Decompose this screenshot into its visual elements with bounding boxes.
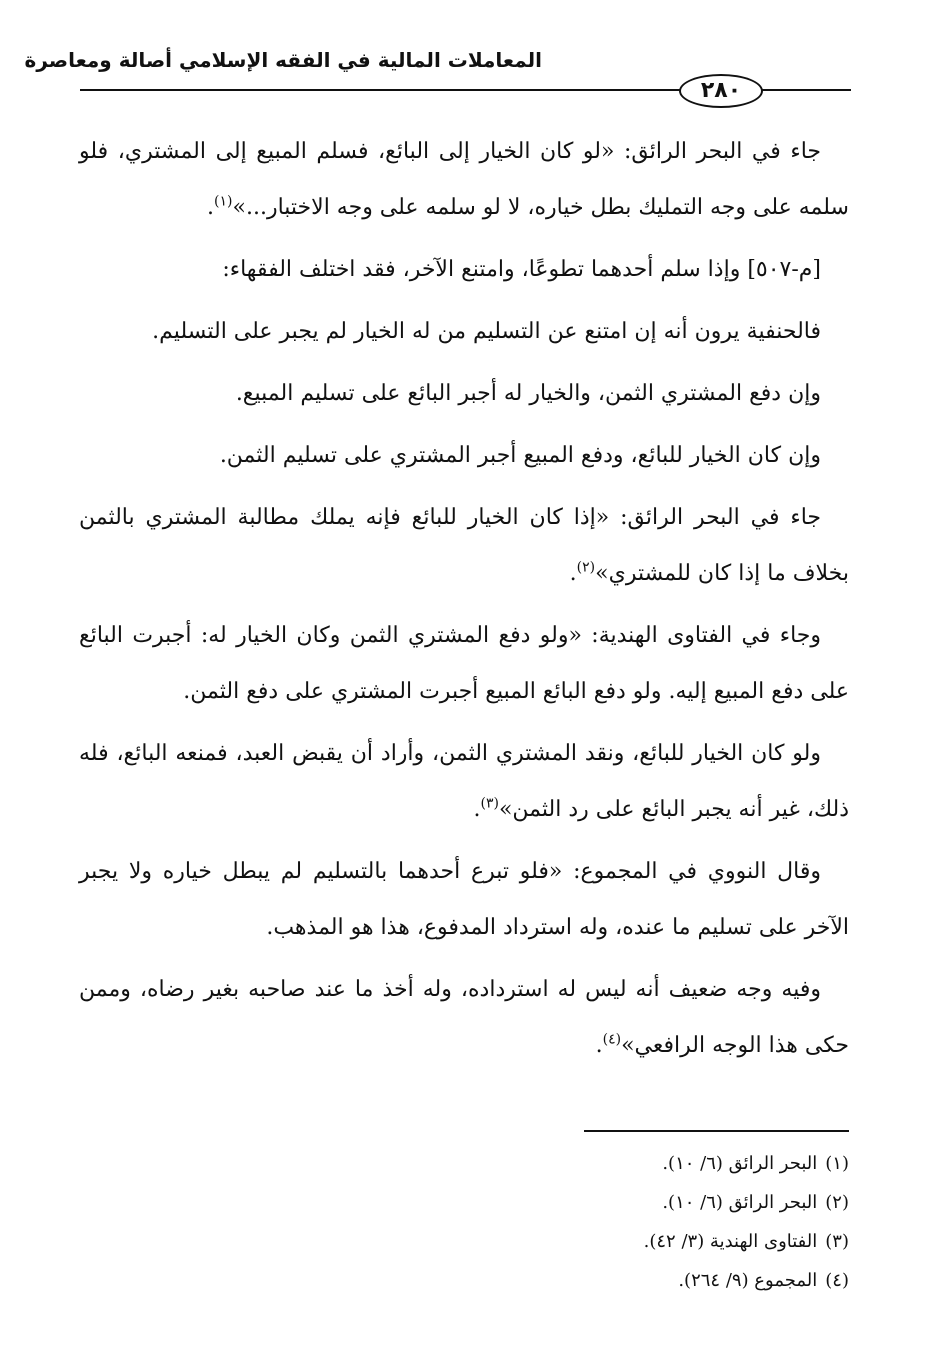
- footnote-ref: (١): [214, 193, 233, 210]
- footnote-ref: (٣): [480, 795, 499, 812]
- paragraph: جاء في البحر الرائق: «إذا كان الخيار للبائع فإنه يملك مطالبة المشتري بالثمن بخلاف ما إذا كان للمشتري»$^{(٢)}$.: [79, 505, 849, 586]
- paragraph: [م-٥٠٧] وإذا سلم أحدهما تطوعًا، وامتنع الآخر، فقد اختلف الفقهاء:: [222, 257, 821, 282]
- footnote: [79, 1183, 849, 1222]
- footnotes: [79, 1144, 849, 1300]
- paragraph: فالحنفية يرون أنه إن امتنع عن التسليم من له الخيار لم يجبر على التسليم.: [152, 319, 821, 344]
- footnote-number: (١): [825, 1153, 849, 1174]
- page-number: ٢٨٠: [679, 74, 763, 108]
- footnote: [79, 1144, 849, 1183]
- footnote-ref: (٤): [602, 1031, 622, 1048]
- footnote-rule: [584, 1130, 849, 1132]
- paragraph: وفيه وجه ضعيف أنه ليس له استرداده، وله أخذ ما عند صاحبه بغير رضاه، وممن حكى هذا الوجه الرافعي»$^{(٤)}$.: [79, 977, 849, 1058]
- footnote-text: البحر الرائق (٦/ ١٠).: [662, 1192, 818, 1213]
- footnote-number: (٤): [825, 1270, 849, 1291]
- paragraph: وقال النووي في المجموع: «فلو تبرع أحدهما بالتسليم لم يبطل خياره ولا يجبر الآخر على تسليم ما عنده، وله استرداد المدفوع، هذا هو المذهب.: [79, 859, 849, 940]
- paragraph: وجاء في الفتاوى الهندية: «ولو دفع المشتري الثمن وكان الخيار له: أجبرت البائع على دفع المبيع إليه. ولو دفع البائع المبيع أجبرت المشتري على دفع الثمن.: [79, 623, 849, 704]
- footnote-number: (٣): [825, 1231, 849, 1252]
- paragraph: وإن كان الخيار للبائع، ودفع المبيع أجبر المشتري على تسليم الثمن.: [219, 443, 821, 468]
- footnote-text: المجموع (٩/ ٢٦٤).: [678, 1270, 818, 1291]
- footnote: [79, 1222, 849, 1261]
- paragraph: جاء في البحر الرائق: «لو كان الخيار إلى البائع، فسلم المبيع إلى المشتري، فلو سلمه على وجه التمليك بطل خياره، لا لو سلمه على وجه الاختبار...»$^{(١)}$.: [79, 139, 849, 220]
- body-text: [79, 124, 849, 1080]
- running-title: المعاملات المالية في الفقه الإسلامي أصالة ومعاصرة: [24, 48, 542, 72]
- footnote: [79, 1261, 849, 1300]
- footnote-text: الفتاوى الهندية (٣/ ٤٢).: [643, 1231, 818, 1252]
- footnote-text: البحر الرائق (٦/ ١٠).: [662, 1153, 818, 1174]
- paragraph: ولو كان الخيار للبائع، ونقد المشتري الثمن، وأراد أن يقبض العبد، فمنعه البائع، فله ذلك، غير أنه يجبر البائع على رد الثمن»$^{(٣)}$.: [79, 741, 849, 822]
- footnote-number: (٢): [825, 1192, 849, 1213]
- footnote-ref: (٢): [576, 559, 596, 576]
- paragraph: وإن دفع المشتري الثمن، والخيار له أجبر البائع على تسليم المبيع.: [235, 381, 821, 406]
